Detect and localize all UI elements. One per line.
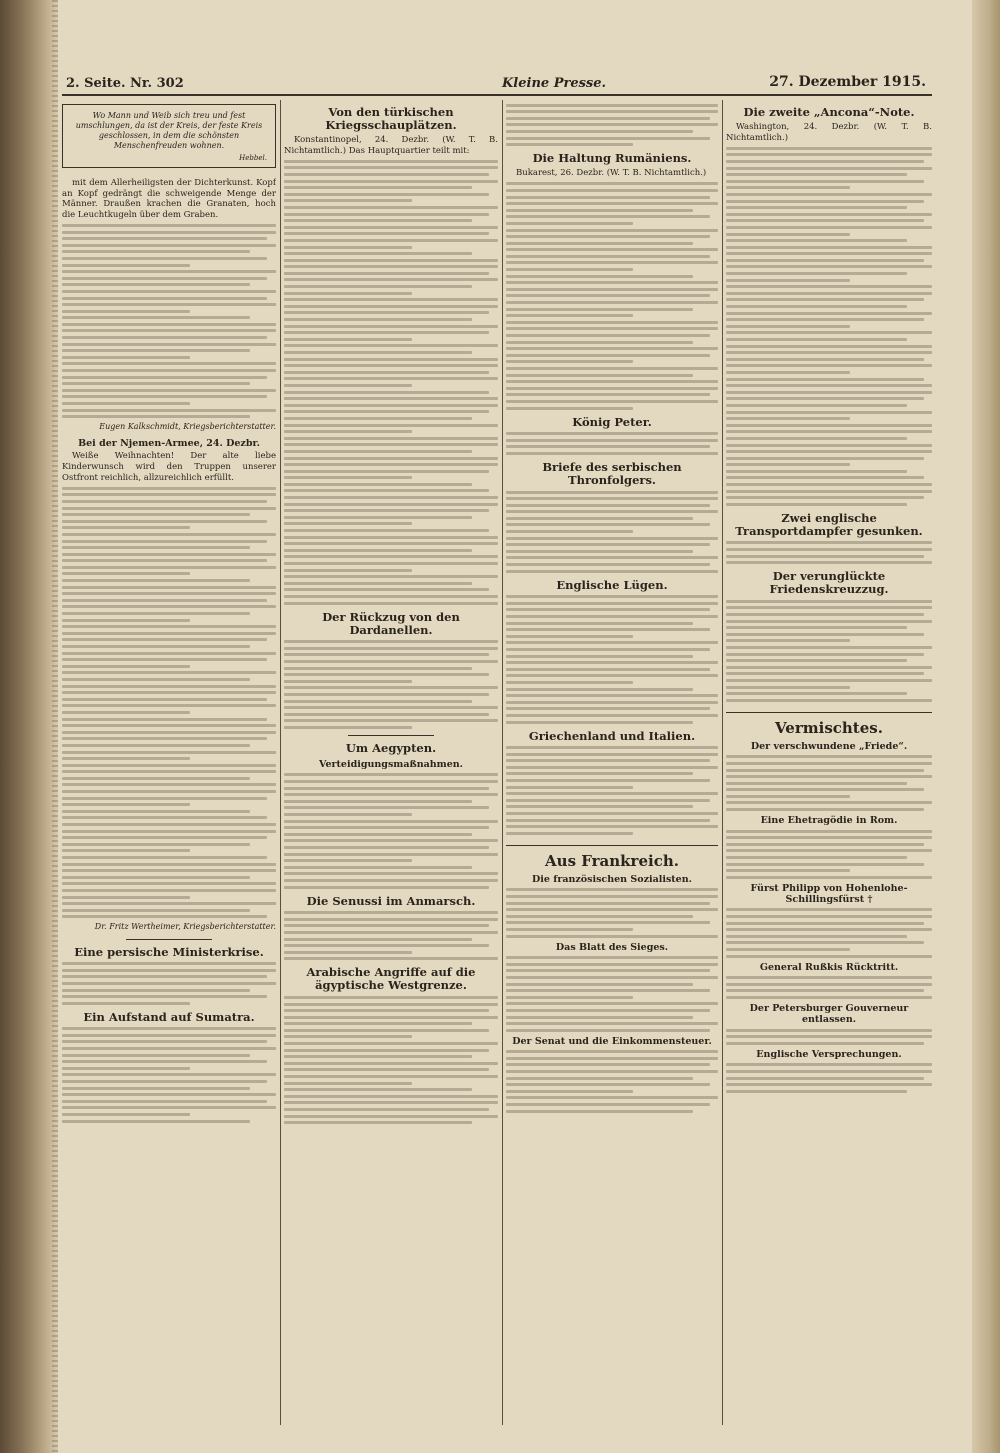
page-number: 2. Seite. Nr. 302 <box>66 76 184 91</box>
text-block <box>506 104 718 147</box>
page-edge <box>972 0 1000 1453</box>
text-block <box>506 432 718 455</box>
divider <box>348 735 434 736</box>
headline: Die Senussi im Anmarsch. <box>306 893 476 908</box>
section-title: Aus Frankreich. <box>506 845 718 870</box>
subheadline: Der verschwundene „Friede“. <box>750 740 908 752</box>
text-block <box>506 956 718 1032</box>
text-block <box>506 746 718 835</box>
text-block <box>506 491 718 573</box>
author-signature: Dr. Fritz Wertheimer, Kriegsberichterstatter. <box>94 921 276 931</box>
headline: Englische Lügen. <box>556 577 668 592</box>
paragraph: Weiße Weihnachten! Der alte liebe Kinderwunsch wird den Truppen unserer Ostfront reichlich, allzureichlich erfüllt. <box>62 451 276 483</box>
quote-box <box>62 104 276 168</box>
column-1 <box>62 100 276 1430</box>
text-block <box>284 996 498 1124</box>
dateline: Konstantinopel, 24. Dezbr. (W. T. B. Nichtamtlich.) Das Hauptquartier teilt mit: <box>284 135 498 156</box>
text-block <box>506 182 718 409</box>
text-block <box>62 962 276 1005</box>
subheadline: General Rußkis Rücktritt. <box>759 961 899 973</box>
text-block <box>506 1050 718 1112</box>
text-block <box>726 830 932 879</box>
headline: Die zweite „Ancona“-Note. <box>743 105 915 119</box>
subheadline: Der Senat und die Einkommensteuer. <box>512 1035 712 1047</box>
dateline: Washington, 24. Dezbr. (W. T. B. Nichtamtlich.) <box>726 122 932 143</box>
text-block <box>284 160 498 605</box>
column-rule <box>502 100 503 1425</box>
paper-title: Kleine Presse. <box>502 76 607 91</box>
headline: König Peter. <box>572 414 652 429</box>
headline: Der Rückzug von den Dardanellen. <box>322 609 460 637</box>
quote-author: Hebbel. <box>239 154 267 162</box>
subheadline: Der Petersburger Gouverneur entlassen. <box>749 1002 909 1025</box>
headline: Der verunglückte Friedenskreuzzug. <box>769 569 889 597</box>
quote-text: Wo Mann und Weib sich treu und fest umschlungen, da ist der Kreis, der feste Kreis geschlossen, in dem die schönsten Menschenfreuden wohnen. <box>75 111 263 150</box>
subheadline: Verteidigungsmaßnahmen. <box>319 758 463 770</box>
headline: Von den türkischen Kriegsschauplätzen. <box>325 105 457 132</box>
book-spine <box>0 0 58 1453</box>
headline: Eine persische Ministerkrise. <box>74 944 264 959</box>
subheadline: Eine Ehetragödie in Rom. <box>760 815 898 827</box>
text-block <box>284 773 498 888</box>
column-3 <box>506 100 718 1430</box>
text-block <box>62 487 276 919</box>
text-block <box>726 976 932 999</box>
text-block <box>726 147 932 506</box>
headline: Briefe des serbischen Thronfolgers. <box>542 459 682 487</box>
author-signature: Eugen Kalkschmidt, Kriegsberichterstatter. <box>99 421 276 431</box>
text-block <box>506 888 718 937</box>
article-lead: mit dem Allerheiligsten der Dichterkunst. Kopf an Kopf gedrängt die schweigende Menge der Männer. Draußen krachen die Granaten, hoch die Leuchtkugeln über dem Graben. <box>62 178 276 220</box>
headline: Ein Aufstand auf Sumatra. <box>83 1009 255 1024</box>
subheadline: Fürst Philipp von Hohenlohe-Schillingsfürst † <box>750 882 908 905</box>
column-rule <box>280 100 281 1425</box>
dateline: Bei der Njemen-Armee, 24. Dezbr. <box>78 438 260 450</box>
subheadline: Englische Versprechungen. <box>756 1048 902 1060</box>
column-2 <box>284 100 498 1430</box>
text-block <box>284 911 498 960</box>
headline: Arabische Angriffe auf die ägyptische Westgrenze. <box>306 965 476 993</box>
text-block <box>726 755 932 811</box>
subheadline: Das Blatt des Sieges. <box>555 941 669 953</box>
headline: Um Aegypten. <box>345 740 437 755</box>
text-block <box>62 224 276 418</box>
text-block <box>726 541 932 564</box>
text-block <box>726 1063 932 1092</box>
headline: Zwei englische Transportdampfer gesunken. <box>735 510 923 538</box>
text-block <box>726 600 932 702</box>
text-block <box>726 908 932 957</box>
dateline: Bukarest, 26. Dezbr. (W. T. B. Nichtamtlich.) <box>516 168 707 179</box>
text-block <box>506 595 718 723</box>
text-block <box>62 1027 276 1122</box>
headline: Griechenland und Italien. <box>528 728 696 743</box>
text-block <box>284 640 498 729</box>
page-header <box>62 74 932 96</box>
section-title: Vermischtes. <box>726 712 932 737</box>
column-rule <box>722 100 723 1425</box>
headline: Die Haltung Rumäniens. <box>532 151 692 166</box>
divider <box>126 939 212 940</box>
text-block <box>726 1029 932 1045</box>
issue-date: 27. Dezember 1915. <box>769 74 926 90</box>
column-4 <box>726 100 932 1430</box>
subheadline: Die französischen Sozialisten. <box>532 873 692 885</box>
